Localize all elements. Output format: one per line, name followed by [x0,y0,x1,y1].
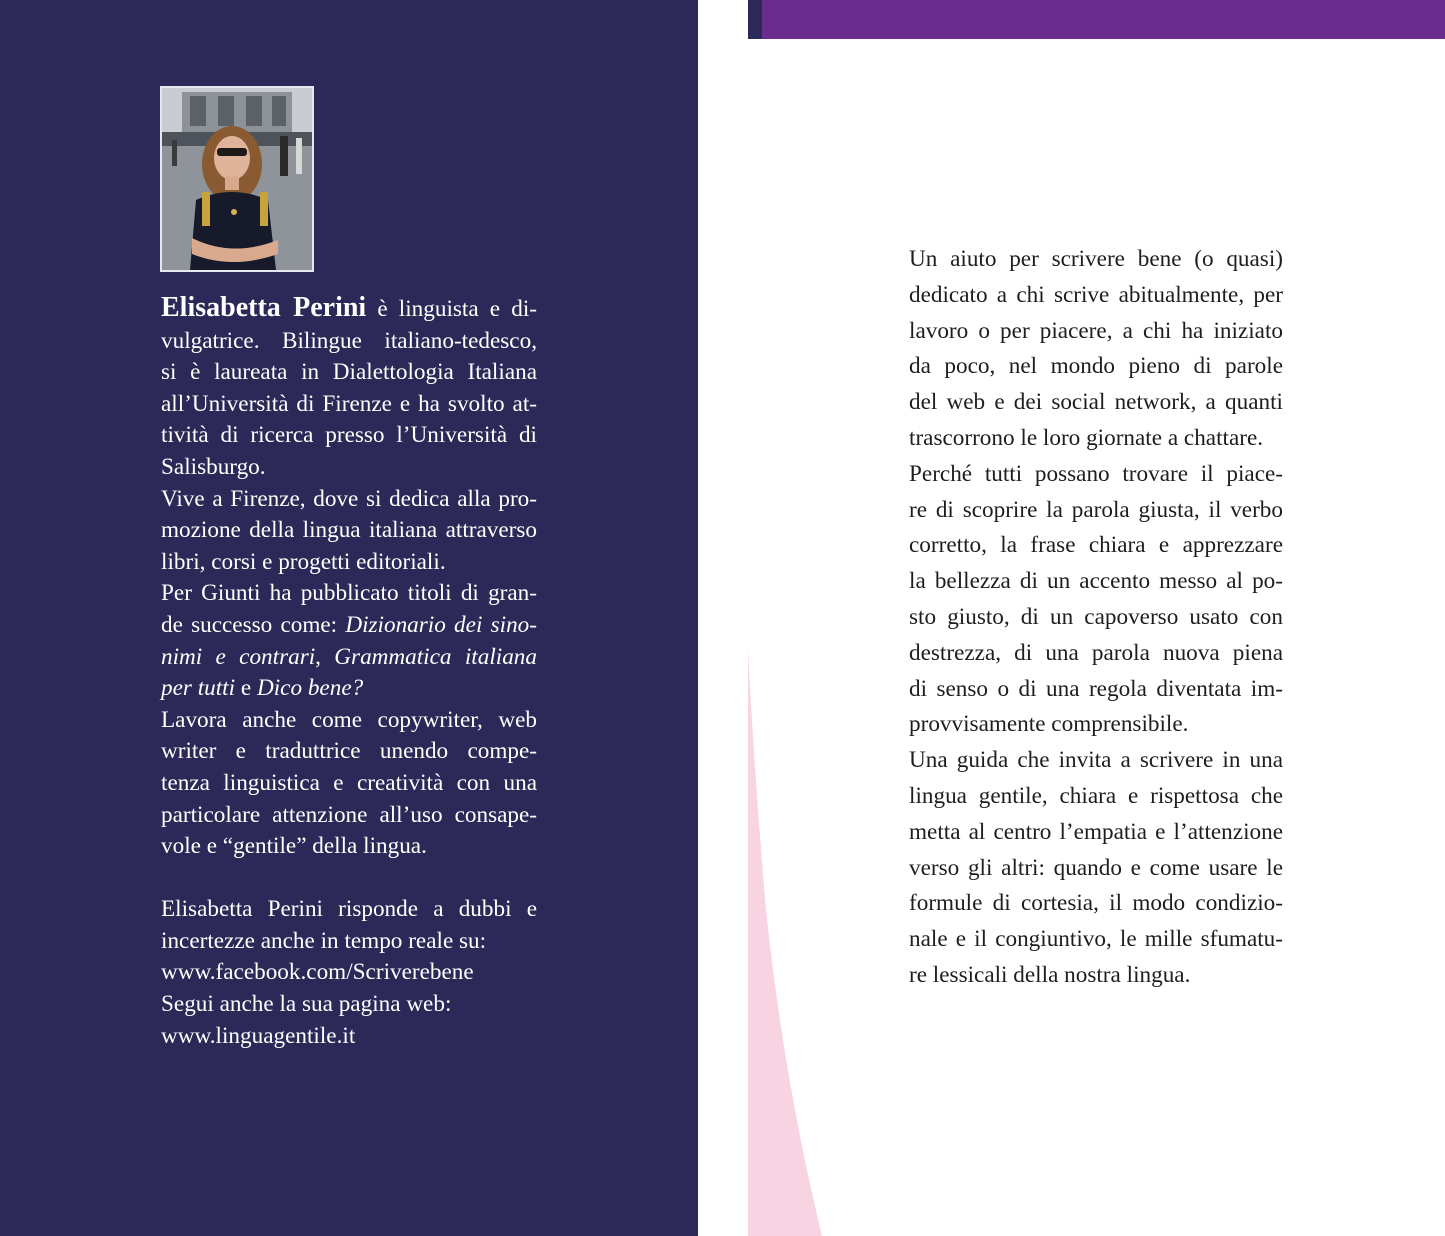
blurb-line: corretto, la frase chiara e apprezzare [909,532,1283,559]
bio-line: writer e traduttrice unendo compe- [161,738,537,765]
bio-line: de successo come: Dizionario dei sino- [161,611,537,638]
blurb-line: dedicato a chi scrive abitualmente, per [909,281,1283,308]
blurb-line: lingua gentile, chiara e rispettosa che [909,782,1283,809]
bio-line: libri, corsi e progetti editoriali. [161,548,446,575]
bio-line: mozione della lingua italiana attraverso [161,517,537,544]
bio-line: Vive a Firenze, dove si dedica alla pro- [161,485,537,512]
blurb-line: Una guida che invita a scrivere in una [909,747,1283,774]
blurb-line: metta al centro l’empatia e l’attenzione [909,818,1283,845]
bio-line: particolare attenzione all’uso consape- [161,801,537,828]
blurb-line: da poco, nel mondo pieno di parole [909,353,1283,380]
bio-line: vole e “gentile” della lingua. [161,833,427,860]
author-photo-image [162,88,312,270]
book-title: Dico bene? [256,675,364,702]
bio-line: tività di ricerca presso l’Università di [161,422,537,449]
blurb-line: Perché tutti possano trovare il piace- [909,460,1283,487]
back-flap-panel [0,0,698,1236]
blurb-line: destrezza, di una parola nuova piena [909,639,1283,666]
blurb-line: trascorrono le loro giornate a chattare. [909,424,1264,451]
contact-line: Elisabetta Perini risponde a dubbi e [161,896,537,923]
purple-band [748,0,1445,39]
band-edge [748,0,762,39]
bio-line: per tutti e Dico bene? [161,675,364,702]
book-blurb [909,242,1283,994]
blurb-line: re di scoprire la parola giusta, il verbo [909,496,1283,523]
facebook-link[interactable]: www.facebook.com/Scriverebene [161,959,474,986]
blurb-line: verso gli altri: quando e come usare le [909,854,1283,881]
bio-line: Elisabetta Perini è linguista e di- [161,292,537,323]
blurb-line: del web e dei social network, a quanti [909,389,1283,416]
blurb-line: di senso o di una regola diventata im- [909,675,1283,702]
bio-line: Lavora anche come copywriter, web [161,706,537,733]
bio-line: Per Giunti ha pubblicato titoli di gran- [161,580,537,607]
contact-line: incertezze anche in tempo reale su: [161,927,487,954]
blurb-line: re lessicali della nostra lingua. [909,961,1191,988]
spacer [161,863,537,895]
book-title: per tutti [161,675,236,702]
blurb-line: la bellezza di un accento messo al po- [909,568,1283,595]
bio-line: Salisburgo. [161,453,266,480]
blurb-line: formule di cortesia, il modo condizio- [909,890,1283,917]
author-photo [160,86,314,272]
bio-line: nimi e contrari, Grammatica italiana [161,643,537,670]
bio-line: all’Università di Firenze e ha svolto at- [161,390,537,417]
pink-accent-shape [744,650,834,1236]
blurb-line: nale e il congiuntivo, le mille sfumatu- [909,926,1283,953]
blurb-line: lavoro o per piacere, a chi ha iniziato [909,317,1283,344]
author-name: Elisabetta Perini [161,292,367,323]
bio-line: tenza linguistica e creatività con una [161,769,537,796]
contact-line: Segui anche la sua pagina web: [161,991,452,1018]
website-link[interactable]: www.linguagentile.it [161,1022,356,1049]
book-title: Grammatica italiana [334,643,537,670]
blurb-line: provvisamente comprensibile. [909,711,1189,738]
bio-line: vulgatrice. Bilingue italiano-tedesco, [161,327,537,354]
book-title: Dizionario dei sino- [345,611,537,638]
author-bio [161,292,537,1052]
bio-line: si è laureata in Dialettologia Italiana [161,359,537,386]
blurb-line: Un aiuto per scrivere bene (o quasi) [909,246,1283,272]
blurb-line: sto giusto, di un capoverso usato con [909,603,1283,630]
book-title: nimi e contrari [161,643,316,670]
